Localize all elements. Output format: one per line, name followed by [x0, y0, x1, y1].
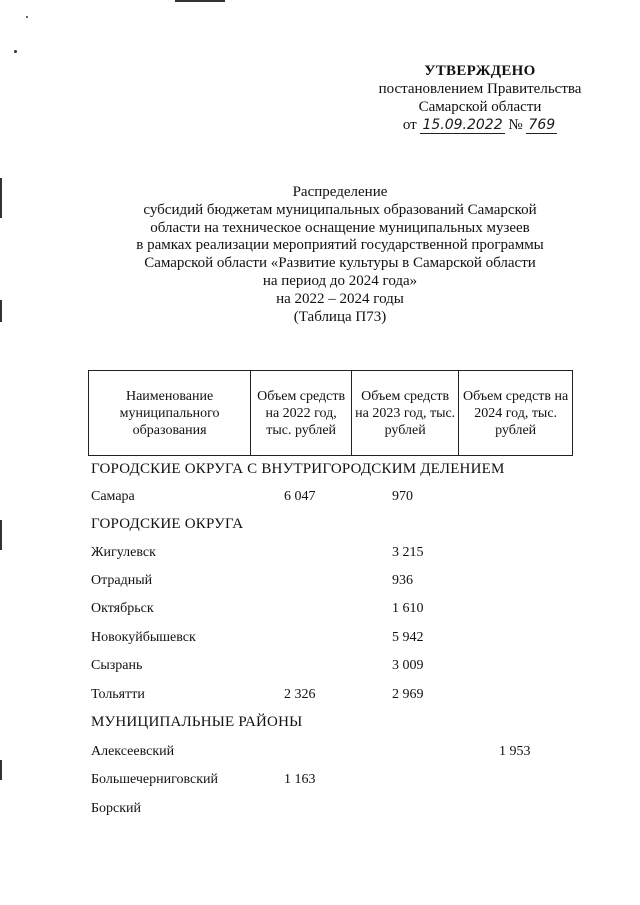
- section-heading: МУНИЦИПАЛЬНЫЕ РАЙОНЫ: [91, 714, 303, 730]
- row-name: Самара: [91, 489, 135, 504]
- row-value-2023: 970: [392, 489, 413, 504]
- row-value-2022: 6 047: [284, 489, 316, 504]
- scan-dot: [26, 16, 28, 18]
- table-header: [88, 370, 573, 456]
- row-value-2024: 1 953: [499, 744, 531, 759]
- table-row: [91, 489, 611, 507]
- row-name: Алексеевский: [91, 744, 175, 759]
- title-line: на 2022 – 2024 годы: [276, 290, 404, 307]
- title-line: Самарской области «Развитие культуры в Самарской области: [144, 255, 536, 272]
- row-name: Борский: [91, 801, 142, 816]
- header-cell-2023: Объем средств на 2023 год, тыс. рублей: [352, 371, 459, 456]
- number-prefix: №: [508, 117, 523, 133]
- row-value-2022: 2 326: [284, 687, 316, 702]
- date-prefix: от: [402, 117, 417, 133]
- scan-mark: [0, 760, 2, 780]
- row-value-2023: 5 942: [392, 630, 424, 645]
- row-value-2023: 3 009: [392, 658, 424, 673]
- row-name: Тольятти: [91, 687, 145, 702]
- table-row: [91, 601, 611, 619]
- table-row: [91, 658, 611, 676]
- row-value-2023: 1 610: [392, 601, 424, 616]
- row-name: Большечерниговский: [91, 772, 219, 787]
- approval-line: постановлением Правительства: [378, 81, 582, 97]
- table-row: [91, 545, 611, 563]
- table-row: [91, 573, 611, 591]
- row-name: Сызрань: [91, 658, 143, 673]
- section-heading: ГОРОДСКИЕ ОКРУГА: [91, 516, 244, 532]
- row-name: Новокуйбышевск: [91, 630, 196, 645]
- table-row: [91, 630, 611, 648]
- approval-line: Самарской области: [418, 99, 542, 115]
- row-value-2023: 3 215: [392, 545, 424, 560]
- document-title: [120, 184, 560, 326]
- header-cell-2022: Объем средств на 2022 год, тыс. рублей: [251, 371, 352, 456]
- scan-mark: [175, 0, 225, 2]
- header-cell-name: Наименование муниципального образования: [89, 371, 251, 456]
- title-line: субсидий бюджетам муниципальных образований Самарской: [143, 201, 537, 218]
- scan-mark: [0, 178, 2, 218]
- approval-heading: УТВЕРЖДЕНО: [424, 63, 536, 79]
- scan-mark: [0, 300, 2, 322]
- row-name: Жигулевск: [91, 545, 156, 560]
- title-line: на период до 2024 года»: [262, 272, 418, 289]
- scan-dot: [14, 50, 17, 53]
- title-line: Распределение: [292, 184, 388, 200]
- approval-number: 769: [528, 117, 556, 133]
- table-row: [91, 744, 611, 762]
- row-name: Отрадный: [91, 573, 153, 588]
- row-value-2023: 2 969: [392, 687, 424, 702]
- approval-dateline: [360, 116, 600, 134]
- table-row: [91, 801, 611, 819]
- table-row: [91, 687, 611, 705]
- title-line: области на техническое оснащение муниципальных музеев: [150, 219, 530, 236]
- section-heading: ГОРОДСКИЕ ОКРУГА С ВНУТРИГОРОДСКИМ ДЕЛЕНИЕМ: [91, 461, 505, 477]
- approval-block: [360, 62, 600, 134]
- scan-mark: [0, 520, 2, 550]
- row-value-2023: 936: [392, 573, 413, 588]
- table-row: [91, 772, 611, 790]
- title-line: в рамках реализации мероприятий государственной программы: [136, 237, 544, 254]
- row-name: Октябрьск: [91, 601, 154, 616]
- title-line: (Таблица П73): [293, 308, 387, 325]
- row-value-2022: 1 163: [284, 772, 316, 787]
- approval-date: 15.09.2022: [422, 117, 503, 133]
- header-cell-2024: Объем средств на 2024 год, тыс. рублей: [459, 371, 573, 456]
